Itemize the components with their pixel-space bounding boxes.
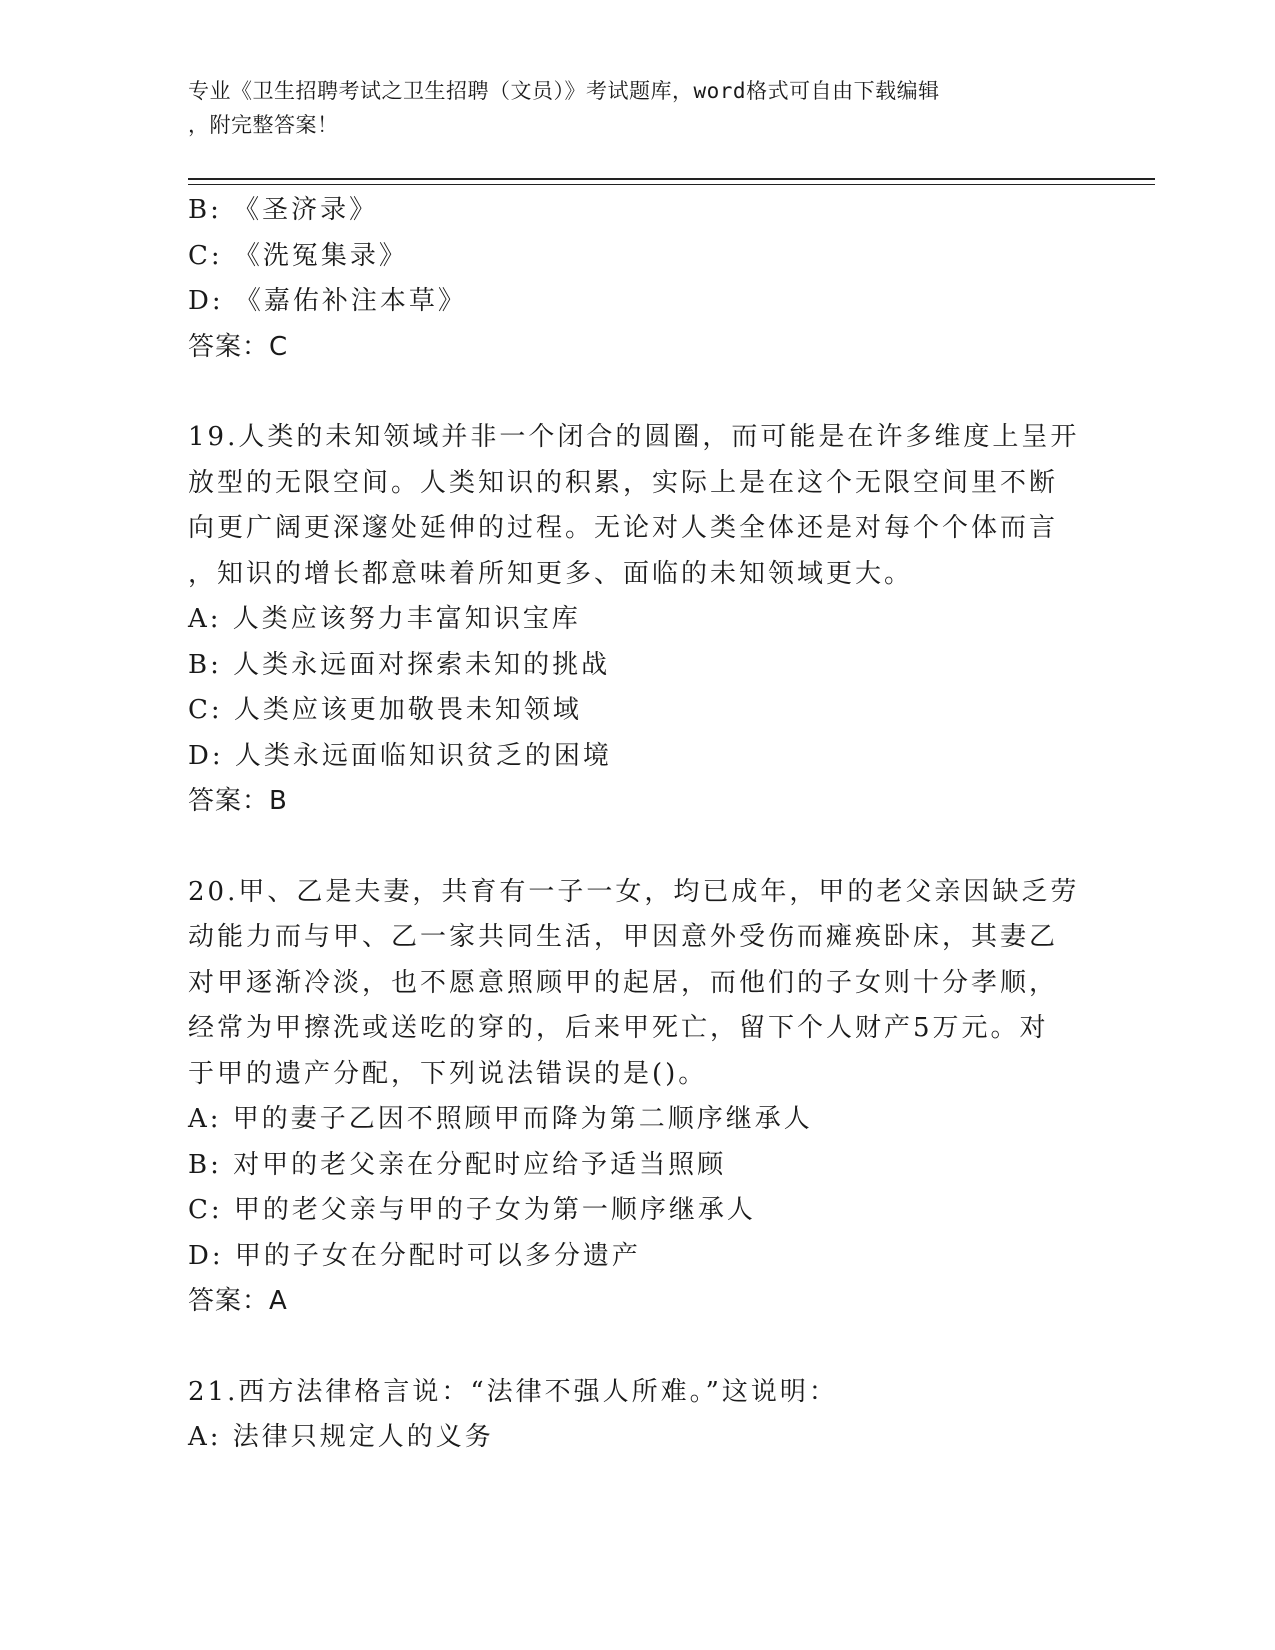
- q20-stem-line: 经常为甲擦洗或送吃的穿的，后来甲死亡，留下个人财产5万元。对: [188, 1013, 1049, 1043]
- question-18-block: [188, 188, 1088, 370]
- spacer: [188, 1325, 1088, 1370]
- header-divider-thick: [188, 178, 1155, 180]
- q20-stem-line: 于甲的遗产分配，下列说法错误的是()。: [188, 1058, 708, 1089]
- q21-stem-line: 21.西方法律格言说：“法律不强人所难。”这说明：: [188, 1376, 838, 1407]
- header-divider-thin: [188, 184, 1155, 185]
- q19-stem-line: 19.人类的未知领域并非一个闭合的圆圈，而可能是在许多维度上呈开: [188, 422, 1080, 452]
- q20-stem-line: 20.甲、乙是夫妻，共育有一子一女，均已成年，甲的老父亲因缺乏劳: [188, 876, 1080, 907]
- q20-option-c: C: 甲的老父亲与甲的子女为第一顺序继承人: [188, 1195, 756, 1225]
- q19-answer: 答案：B: [188, 786, 288, 816]
- q20-option-a: A: 甲的妻子乙因不照顾甲而降为第二顺序继承人: [188, 1104, 813, 1134]
- header-line-1: 专业《卫生招聘考试之卫生招聘（文员）》考试题库，word格式可自由下载编辑: [188, 79, 940, 103]
- q21-option-a: A: 法律只规定人的义务: [188, 1422, 494, 1452]
- document-header: [188, 74, 1068, 142]
- q19-option-a: A: 人类应该努力丰富知识宝库: [188, 604, 581, 634]
- question-content: [188, 188, 1088, 1461]
- q18-answer: 答案：C: [188, 331, 289, 362]
- q20-option-b: B: 对甲的老父亲在分配时应给予适当照顾: [188, 1149, 727, 1180]
- question-20-block: [188, 870, 1088, 1325]
- spacer: [188, 370, 1088, 415]
- q20-answer: 答案：A: [188, 1286, 288, 1316]
- q18-option-c: C: 《洗冤集录》: [188, 240, 408, 271]
- q19-option-c: C: 人类应该更加敬畏未知领域: [188, 695, 582, 725]
- spacer: [188, 825, 1088, 870]
- q19-stem-line: ，知识的增长都意味着所知更多、面临的未知领域更大。: [188, 558, 914, 589]
- q19-option-b: B: 人类永远面对探索未知的挑战: [188, 649, 611, 680]
- q20-option-d: D: 甲的子女在分配时可以多分遗产: [188, 1240, 641, 1271]
- header-line-2: ，附完整答案！: [188, 113, 339, 137]
- q20-stem-line: 动能力而与甲、乙一家共同生活，甲因意外受伤而瘫痪卧床，其妻乙: [188, 922, 1059, 952]
- q19-stem-line: 向更广阔更深邃处延伸的过程。无论对人类全体还是对每个个体而言: [188, 513, 1059, 543]
- q18-option-b: B: 《圣济录》: [188, 195, 379, 225]
- q20-stem-line: 对甲逐渐冷淡，也不愿意照顾甲的起居，而他们的子女则十分孝顺，: [188, 967, 1059, 998]
- q19-stem-line: 放型的无限空间。人类知识的积累，实际上是在这个无限空间里不断: [188, 467, 1059, 498]
- q19-option-d: D: 人类永远面临知识贫乏的困境: [188, 740, 612, 771]
- question-19-block: [188, 415, 1088, 825]
- q18-option-d: D: 《嘉佑补注本草》: [188, 286, 467, 316]
- question-21-block: [188, 1370, 1088, 1461]
